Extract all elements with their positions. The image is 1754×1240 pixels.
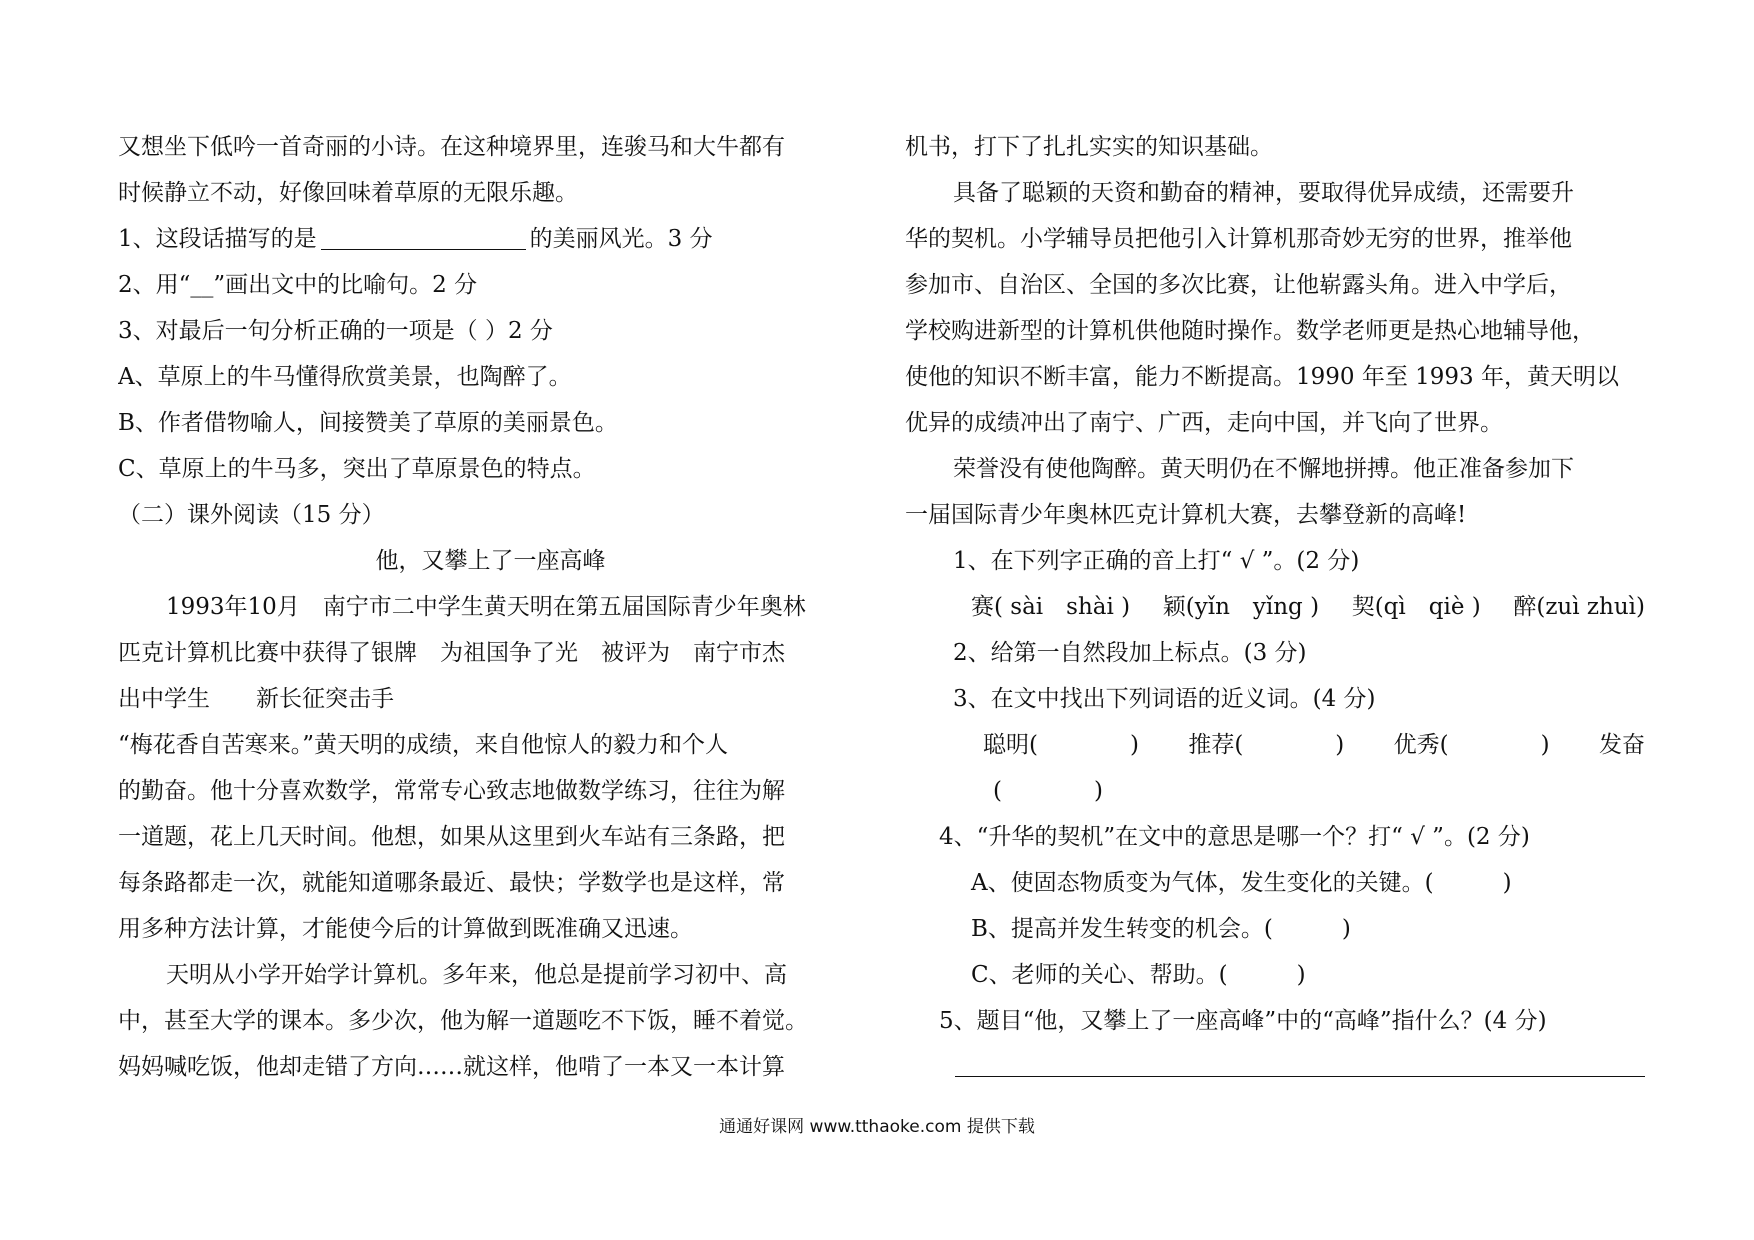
q4-option-c: C、老师的关心、帮助。( ) [971, 962, 1306, 988]
synonym-words [905, 722, 1645, 768]
passage-line: 一道题，花上几天时间。他想，如果从这里到火车站有三条路，把 [118, 824, 785, 850]
q4-option-b: B、提高并发生转变的机会。( ) [971, 916, 1351, 942]
passage-line: 天明从小学开始学计算机。多年来，他总是提前学习初中、高 [166, 962, 787, 988]
option-a: A、草原上的牛马懂得欣赏美景，也陶醉了。 [118, 364, 572, 390]
synonym-blank: ( ) [993, 778, 1103, 804]
synonym-word: 优秀( ) [1393, 732, 1550, 758]
question-1-prefix: 1、这段话描写的是 [118, 226, 317, 252]
pinyin-word: 颖(yǐn yǐng ) [1162, 594, 1320, 620]
passage-line: 出中学生 新长征突击手 [118, 686, 394, 712]
answer-line [955, 1044, 1645, 1077]
answer-blank [321, 223, 526, 250]
question-1 [118, 216, 863, 262]
question-1: 1、在下列字正确的音上打“ √ ”。(2 分) [953, 548, 1360, 574]
passage-line: 具备了聪颖的天资和勤奋的精神，要取得优异成绩，还需要升 [953, 180, 1574, 206]
passage-line: 中，甚至大学的课本。多少次，他为解一道题吃不下饭，睡不着觉。 [118, 1008, 808, 1034]
left-column [118, 124, 863, 1090]
pinyin-word: 契(qì qiè ) [1351, 594, 1481, 620]
question-3: 3、在文中找出下列词语的近义词。(4 分) [953, 686, 1376, 712]
synonym-word: 发奋 [1598, 732, 1645, 758]
right-column [905, 124, 1645, 1077]
passage-line: 每条路都走一次，就能知道哪条最近、最快；学数学也是这样，常 [118, 870, 785, 896]
synonym-word: 推荐( ) [1188, 732, 1345, 758]
question-2: 2、用“__”画出文中的比喻句。2 分 [118, 272, 478, 298]
section-heading: （二）课外阅读（15 分） [118, 502, 385, 528]
question-5: 5、题目“他，又攀上了一座高峰”中的“高峰”指什么？(4 分) [939, 1008, 1547, 1034]
q4-option-a: A、使固态物质变为气体，发生变化的关键。( ) [971, 870, 1512, 896]
passage-line: 1993年10月 南宁市二中学生黄天明在第五届国际青少年奥林 [166, 594, 806, 620]
passage-line: 机书，打下了扎扎实实的知识基础。 [905, 134, 1273, 160]
question-1-suffix: 的美丽风光。3 分 [529, 226, 713, 252]
passage-title: 他，又攀上了一座高峰 [375, 548, 606, 574]
passage-line: “梅花香自苦寒来。”黄天明的成绩，来自他惊人的毅力和个人 [118, 732, 729, 758]
question-4: 4、“升华的契机”在文中的意思是哪一个？打“ √ ”。(2 分) [939, 824, 1530, 850]
passage-line: 妈妈喊吃饭，他却走错了方向……就这样，他啃了一本又一本计算 [118, 1054, 785, 1080]
pinyin-options [905, 584, 1645, 630]
passage-line: 又想坐下低吟一首奇丽的小诗。在这种境界里，连骏马和大牛都有 [118, 134, 785, 160]
question-3: 3、对最后一句分析正确的一项是（ ）2 分 [118, 318, 553, 344]
passage-line: 学校购进新型的计算机供他随时操作。数学老师更是热心地辅导他， [905, 318, 1595, 344]
passage-line: 华的契机。小学辅导员把他引入计算机那奇妙无穷的世界，推举他 [905, 226, 1572, 252]
option-c: C、草原上的牛马多，突出了草原景色的特点。 [118, 456, 596, 482]
passage-line: 使他的知识不断丰富，能力不断提高。1990 年至 1993 年，黄天明以 [905, 364, 1619, 390]
passage-line: 荣誉没有使他陶醉。黄天明仍在不懈地拼搏。他正准备参加下 [953, 456, 1574, 482]
question-2: 2、给第一自然段加上标点。(3 分) [953, 640, 1307, 666]
pinyin-word: 赛( sài shài ) [971, 594, 1131, 620]
passage-line: 的勤奋。他十分喜欢数学，常常专心致志地做数学练习，往往为解 [118, 778, 785, 804]
footer-credit: 通通好课网 www.tthaoke.com 提供下载 [719, 1117, 1035, 1137]
passage-line: 优异的成绩冲出了南宁、广西，走向中国，并飞向了世界。 [905, 410, 1503, 436]
option-b: B、作者借物喻人，间接赞美了草原的美丽景色。 [118, 410, 618, 436]
passage-line: 匹克计算机比赛中获得了银牌 为祖国争了光 被评为 南宁市杰 [118, 640, 785, 666]
synonym-word: 聪明( ) [983, 732, 1139, 758]
passage-line: 参加市、自治区、全国的多次比赛，让他崭露头角。进入中学后， [905, 272, 1572, 298]
passage-line: 一届国际青少年奥林匹克计算机大赛，去攀登新的高峰! [905, 502, 1467, 528]
passage-line: 用多种方法计算，才能使今后的计算做到既准确又迅速。 [118, 916, 693, 942]
passage-line: 时候静立不动，好像回味着草原的无限乐趣。 [118, 180, 578, 206]
pinyin-word: 醉(zuì zhuì) [1513, 594, 1645, 620]
